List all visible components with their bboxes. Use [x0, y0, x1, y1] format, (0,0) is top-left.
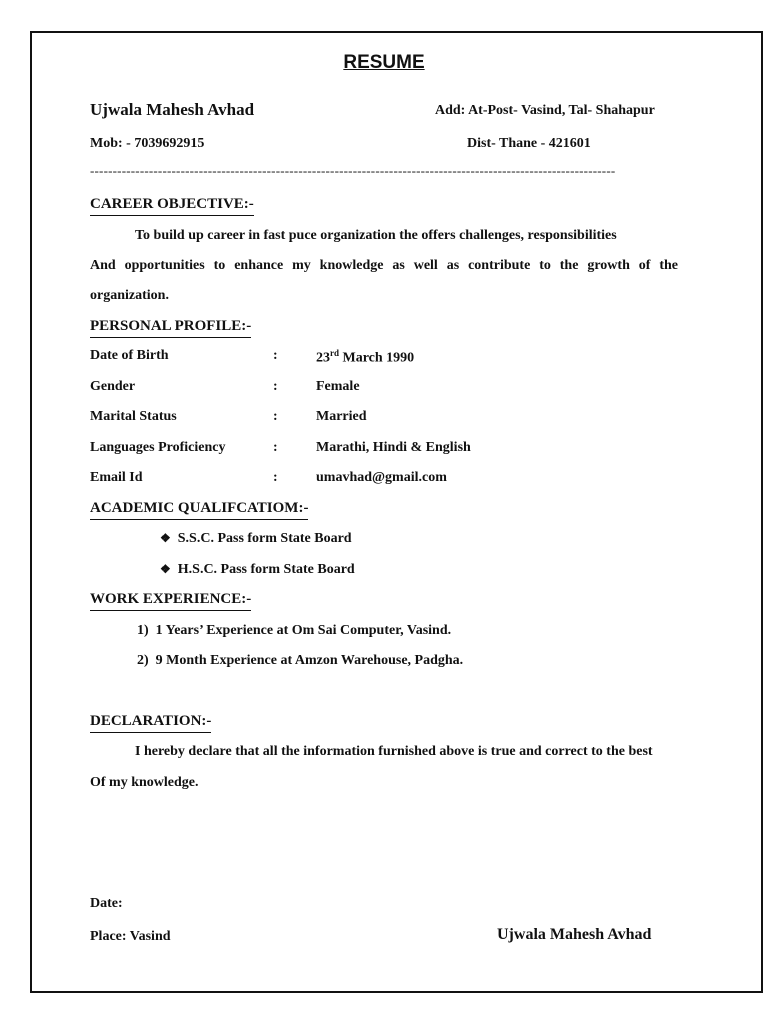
work-item: 2) 9 Month Experience at Amzon Warehouse, Padgha.	[137, 653, 464, 668]
career-objective-heading: CAREER OBJECTIVE:-	[90, 196, 254, 216]
profile-value-languages: Marathi, Hindi & English	[316, 440, 471, 455]
academic-item: ❖ H.S.C. Pass form State Board	[160, 562, 355, 577]
work-experience-heading: WORK EXPERIENCE:-	[90, 591, 251, 611]
declaration-heading: DECLARATION:-	[90, 713, 211, 733]
profile-label-marital: Marital Status	[90, 409, 177, 424]
profile-label-email: Email Id	[90, 470, 143, 485]
address-line-2: Dist- Thane - 421601	[467, 136, 591, 151]
address-line-1: Add: At-Post- Vasind, Tal- Shahapur	[435, 103, 655, 118]
separator-line: --------------------------------------------------------------------------------------------------------------------	[90, 163, 616, 178]
signature-name: Ujwala Mahesh Avhad	[497, 926, 652, 943]
declaration-line-2: Of my knowledge.	[90, 775, 199, 790]
page-title: RESUME	[343, 52, 425, 73]
declaration-line-1: I hereby declare that all the information furnished above is true and correct to the best	[135, 744, 653, 759]
career-objective-line-1: To build up career in fast puce organization the offers challenges, responsibilities	[135, 228, 617, 243]
personal-profile-heading: PERSONAL PROFILE:-	[90, 318, 251, 338]
applicant-name: Ujwala Mahesh Avhad	[90, 100, 255, 119]
profile-colon: :	[273, 470, 278, 485]
profile-value-gender: Female	[316, 379, 360, 394]
profile-value-dob: 23rd March 1990	[316, 348, 415, 366]
profile-colon: :	[273, 440, 278, 455]
diamond-bullet-icon: ❖	[160, 562, 171, 576]
academic-item: ❖ S.S.C. Pass form State Board	[160, 531, 352, 546]
profile-label-languages: Languages Proficiency	[90, 440, 226, 455]
diamond-bullet-icon: ❖	[160, 531, 171, 545]
profile-label-dob: Date of Birth	[90, 348, 169, 363]
profile-colon: :	[273, 348, 278, 363]
career-objective-line-2: And opportunities to enhance my knowledge as well as contribute to the growth of the	[90, 258, 678, 273]
date-label: Date:	[90, 896, 123, 911]
work-item: 1) 1 Years’ Experience at Om Sai Computer, Vasind.	[137, 623, 452, 638]
profile-label-gender: Gender	[90, 379, 136, 394]
profile-colon: :	[273, 409, 278, 424]
place-label: Place: Vasind	[90, 929, 171, 944]
mobile-number: Mob: - 7039692915	[90, 136, 205, 151]
profile-value-email: umavhad@gmail.com	[316, 470, 447, 485]
career-objective-line-3: organization.	[90, 288, 169, 303]
profile-colon: :	[273, 379, 278, 394]
profile-value-marital: Married	[316, 409, 367, 424]
academic-heading: ACADEMIC QUALIFCATIOM:-	[90, 500, 308, 520]
